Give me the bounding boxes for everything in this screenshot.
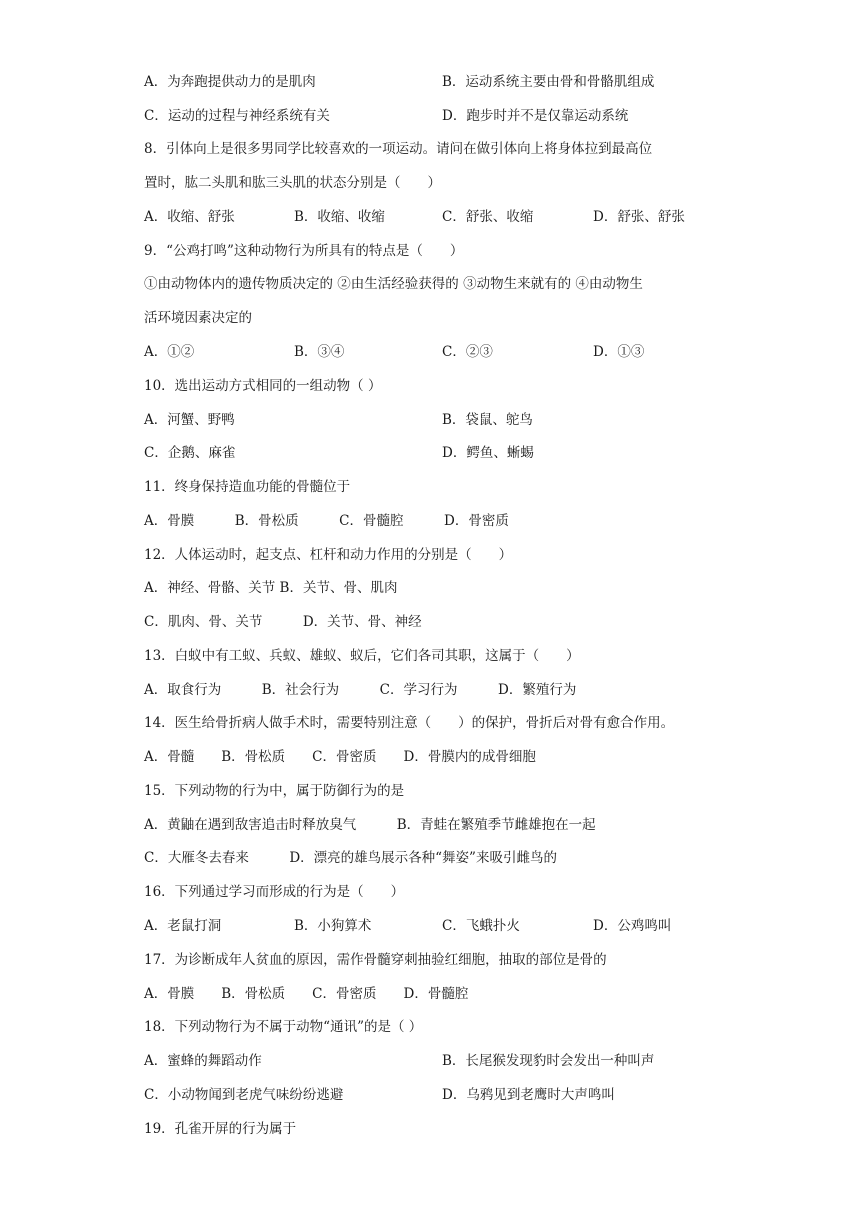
q17-stem: 17．为诊断成年人贫血的原因，需作骨髓穿刺抽验红细胞，抽取的部位是骨的 [144,952,607,968]
q16-option-c: C．飞蛾扑火 [442,918,520,934]
q14-stem: 14．医生给骨折病人做手术时，需要特别注意（ ）的保护，骨折后对骨有愈合作用。 [144,715,675,731]
q8-stem-line1: 8．引体向上是很多男同学比较喜欢的一项运动。请问在做引体向上将身体拉到最高位 [144,141,653,157]
q7-option-d: D．跑步时并不是仅靠运动系统 [442,108,629,124]
q10-option-d: D．鳄鱼、蜥蜴 [442,445,534,461]
q9-items-line1: ①由动物体内的遗传物质决定的 ②由生活经验获得的 ③动物生来就有的 ④由动物生 [144,276,643,292]
q18-option-a: A．蜜蜂的舞蹈动作 [144,1053,262,1069]
q14-options: A．骨髓 B．骨松质 C．骨密质 D．骨膜内的成骨细胞 [144,749,536,765]
q16-option-b: B．小狗算术 [294,918,372,934]
q8-option-a: A．收缩、舒张 [144,209,235,225]
q10-option-a: A．河蟹、野鸭 [144,412,235,428]
q18-option-b: B．长尾猴发现豹时会发出一种叫声 [442,1053,655,1069]
q16-option-a: A．老鼠打洞 [144,918,222,934]
q9-option-c: C．②③ [442,344,493,360]
q9-stem: 9．“公鸡打鸣”这种动物行为所具有的特点是（ ） [144,243,464,259]
q9-option-a: A．①② [144,344,195,360]
q10-option-b: B．袋鼠、鸵鸟 [442,412,533,428]
q7-option-c: C．运动的过程与神经系统有关 [144,108,330,124]
q7-option-b: B．运动系统主要由骨和骨骼肌组成 [442,74,655,90]
q15-options-line2: C．大雁冬去春来 D．漂亮的雄鸟展示各种“舞姿”来吸引雌鸟的 [144,850,557,866]
q12-stem: 12．人体运动时，起支点、杠杆和动力作用的分别是（ ） [144,547,513,563]
q16-option-d: D．公鸡鸣叫 [593,918,672,934]
q7-option-a: A．为奔跑提供动力的是肌肉 [144,74,316,90]
q18-option-c: C．小动物闻到老虎气味纷纷逃避 [144,1087,344,1103]
q16-stem: 16．下列通过学习而形成的行为是（ ） [144,884,405,900]
q13-stem: 13．白蚁中有工蚁、兵蚁、雄蚁、蚁后，它们各司其职，这属于（ ） [144,648,580,664]
q15-stem: 15．下列动物的行为中，属于防御行为的是 [144,783,405,799]
q8-option-d: D．舒张、舒张 [593,209,685,225]
q17-options: A．骨膜 B．骨松质 C．骨密质 D．骨髓腔 [144,986,469,1002]
q18-stem: 18．下列动物行为不属于动物“通讯”的是（ ） [144,1019,423,1035]
q10-option-c: C．企鹅、麻雀 [144,445,236,461]
q12-options-line2: C．肌肉、骨、关节 D．关节、骨、神经 [144,614,422,630]
q19-stem: 19．孔雀开屏的行为属于 [144,1121,297,1137]
q9-option-d: D．①③ [593,344,645,360]
q8-option-b: B．收缩、收缩 [294,209,385,225]
q9-option-b: B．③④ [294,344,345,360]
q9-items-line2: 活环境因素决定的 [144,310,252,326]
q15-options-line1: A．黄鼬在遇到敌害追击时释放臭气 B．青蛙在繁殖季节雌雄抱在一起 [144,817,596,833]
q12-options-line1: A．神经、骨骼、关节 B．关节、骨、肌肉 [144,580,398,596]
q11-options: A．骨膜 B．骨松质 C．骨髓腔 D．骨密质 [144,513,509,529]
q8-stem-line2: 置时，肱二头肌和肱三头肌的状态分别是（ ） [144,175,441,191]
q10-stem: 10．选出运动方式相同的一组动物（ ） [144,378,382,394]
q8-option-c: C．舒张、收缩 [442,209,534,225]
q11-stem: 11．终身保持造血功能的骨髓位于 [144,479,351,495]
q18-option-d: D．乌鸦见到老鹰时大声鸣叫 [442,1087,615,1103]
q13-options: A．取食行为 B．社会行为 C．学习行为 D．繁殖行为 [144,682,577,698]
